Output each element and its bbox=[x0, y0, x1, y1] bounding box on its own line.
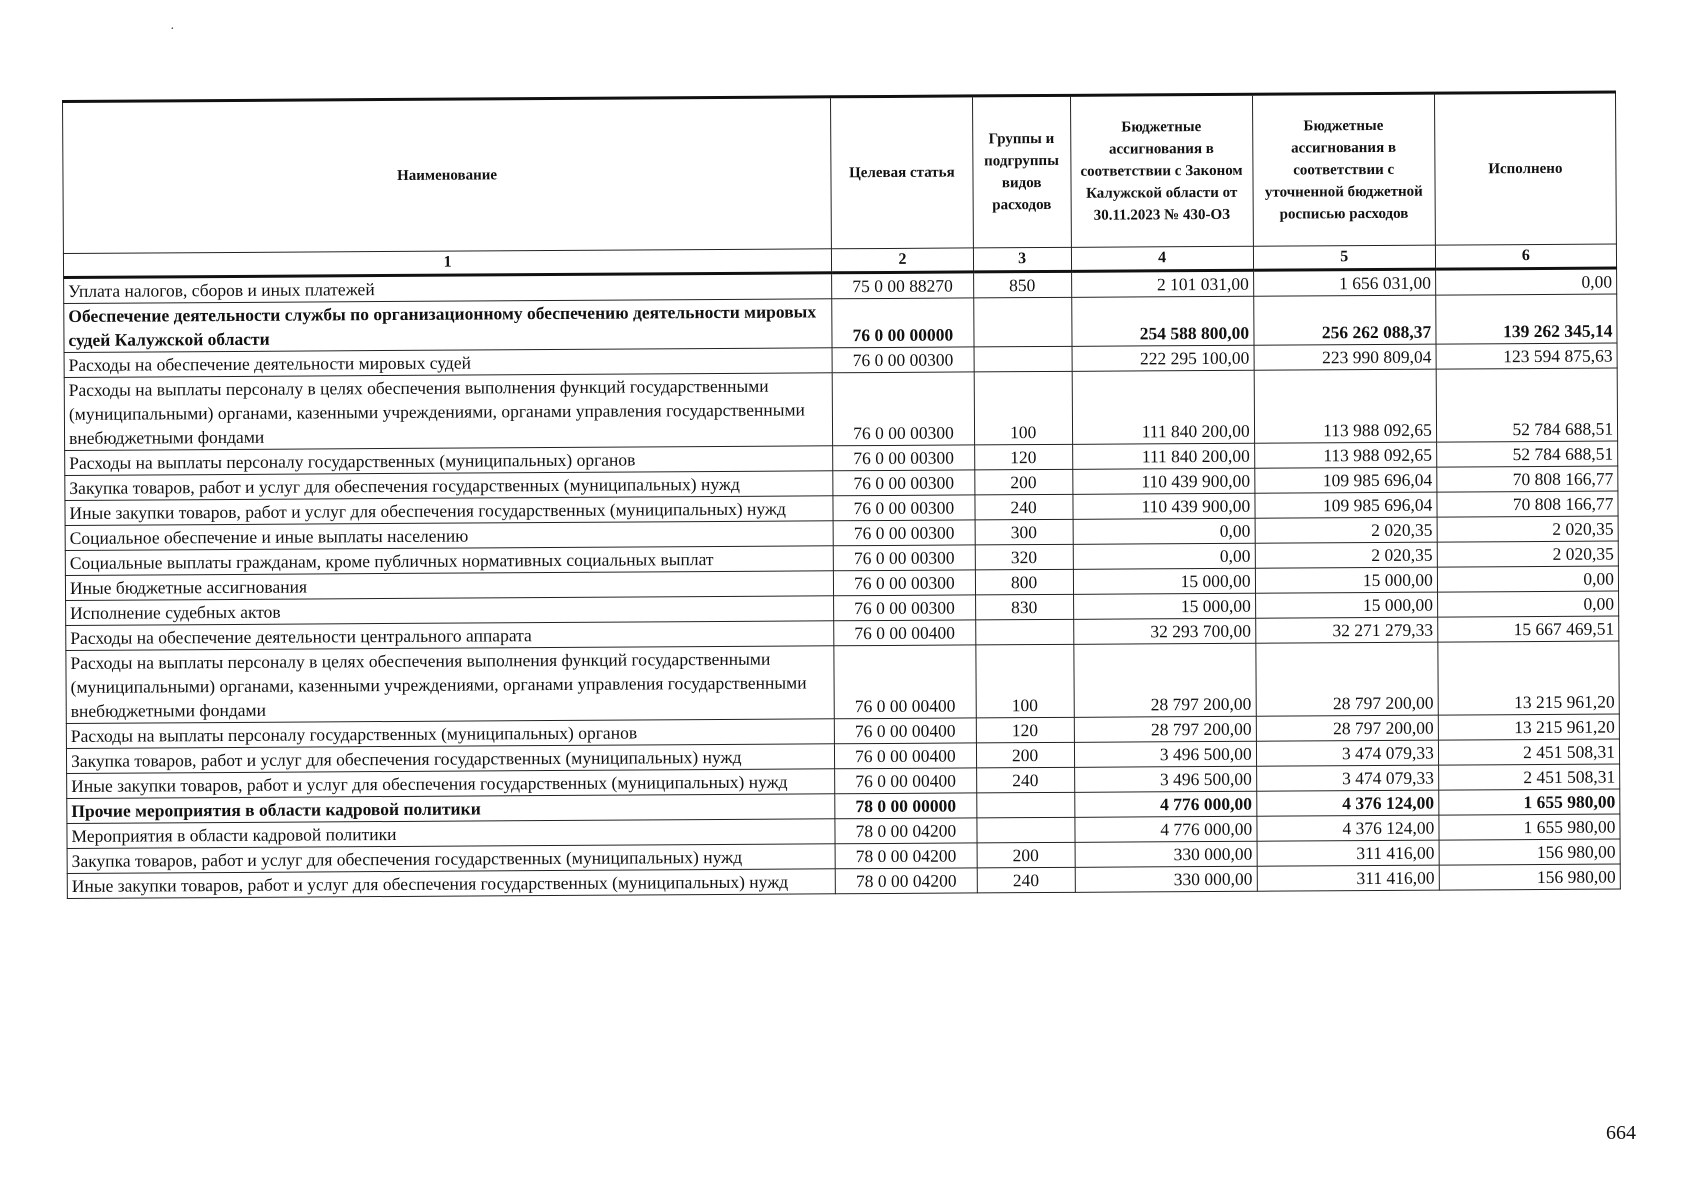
header-target-article: Целевая статья bbox=[831, 96, 973, 249]
row-refined-amount-cell: 223 990 809,04 bbox=[1254, 344, 1436, 370]
row-law-amount-cell: 15 000,00 bbox=[1073, 593, 1255, 619]
row-executed-amount-cell: 156 980,00 bbox=[1439, 839, 1620, 865]
row-law-amount-cell: 4 776 000,00 bbox=[1074, 816, 1256, 842]
row-target-article-cell: 76 0 00 00300 bbox=[833, 445, 975, 471]
row-law-amount-cell: 3 496 500,00 bbox=[1074, 766, 1256, 792]
row-expense-group-cell bbox=[977, 817, 1075, 843]
row-law-amount-cell: 330 000,00 bbox=[1075, 841, 1257, 867]
row-executed-amount-cell: 13 215 961,20 bbox=[1438, 641, 1620, 715]
row-refined-amount-cell: 113 988 092,65 bbox=[1254, 369, 1437, 443]
row-executed-amount-cell: 156 980,00 bbox=[1439, 864, 1620, 890]
row-executed-amount-cell: 0,00 bbox=[1435, 268, 1616, 295]
row-target-article-cell: 78 0 00 04200 bbox=[835, 843, 977, 869]
row-expense-group-cell bbox=[973, 297, 1071, 347]
row-law-amount-cell: 110 439 900,00 bbox=[1072, 493, 1254, 519]
row-executed-amount-cell: 139 262 345,14 bbox=[1436, 294, 1617, 344]
row-target-article-cell: 78 0 00 04200 bbox=[835, 868, 977, 894]
row-name-cell: Иные закупки товаров, работ и услуг для обеспечения государственных (муниципальных) нужд bbox=[65, 496, 833, 526]
row-target-article-cell: 76 0 00 00300 bbox=[832, 347, 974, 373]
row-law-amount-cell: 28 797 200,00 bbox=[1073, 643, 1256, 717]
row-law-amount-cell: 2 101 031,00 bbox=[1071, 270, 1253, 297]
row-law-amount-cell: 0,00 bbox=[1073, 543, 1255, 569]
row-target-article-cell: 76 0 00 00400 bbox=[835, 743, 977, 769]
row-executed-amount-cell: 13 215 961,20 bbox=[1438, 714, 1619, 740]
row-executed-amount-cell: 0,00 bbox=[1437, 591, 1618, 617]
column-number: 1 bbox=[63, 249, 831, 278]
row-refined-amount-cell: 3 474 079,33 bbox=[1256, 765, 1438, 791]
row-name-cell: Социальное обеспечение и иные выплаты населению bbox=[65, 521, 833, 551]
row-executed-amount-cell: 123 594 875,63 bbox=[1436, 343, 1617, 369]
row-executed-amount-cell: 70 808 166,77 bbox=[1437, 491, 1618, 517]
row-target-article-cell: 76 0 00 00300 bbox=[834, 570, 976, 596]
row-target-article-cell: 76 0 00 00400 bbox=[835, 768, 977, 794]
column-number: 6 bbox=[1435, 244, 1616, 269]
row-refined-amount-cell: 256 262 088,37 bbox=[1253, 295, 1435, 345]
row-target-article-cell: 76 0 00 00300 bbox=[833, 545, 975, 571]
row-law-amount-cell: 3 496 500,00 bbox=[1074, 741, 1256, 767]
row-target-article-cell: 75 0 00 88270 bbox=[832, 272, 974, 299]
row-law-amount-cell: 254 588 800,00 bbox=[1071, 296, 1253, 346]
row-name-cell: Мероприятия в области кадровой политики bbox=[67, 819, 835, 849]
row-executed-amount-cell: 1 655 980,00 bbox=[1439, 814, 1620, 840]
row-refined-amount-cell: 2 020,35 bbox=[1255, 517, 1437, 543]
row-target-article-cell: 76 0 00 00300 bbox=[834, 595, 976, 621]
row-law-amount-cell: 4 776 000,00 bbox=[1074, 791, 1256, 817]
row-name-cell: Обеспечение деятельности службы по организационному обеспечению деятельности мировых судей Калужской области bbox=[64, 299, 832, 353]
row-law-amount-cell: 111 840 200,00 bbox=[1072, 370, 1255, 444]
row-executed-amount-cell: 70 808 166,77 bbox=[1437, 466, 1618, 492]
row-name-cell: Закупка товаров, работ и услуг для обеспечения государственных (муниципальных) нужд bbox=[67, 844, 835, 874]
row-name-cell: Расходы на обеспечение деятельности мировых судей bbox=[64, 348, 832, 378]
row-expense-group-cell: 300 bbox=[975, 519, 1073, 545]
row-law-amount-cell: 28 797 200,00 bbox=[1074, 716, 1256, 742]
header-expense-groups: Группы и подгруппы видов расходов bbox=[972, 95, 1071, 248]
row-name-cell: Закупка товаров, работ и услуг для обеспечения государственных (муниципальных) нужд bbox=[65, 471, 833, 501]
column-number: 2 bbox=[832, 248, 974, 273]
row-name-cell: Расходы на обеспечение деятельности центрального аппарата bbox=[66, 621, 834, 651]
column-number: 4 bbox=[1071, 246, 1253, 271]
page-number: 664 bbox=[1606, 1122, 1636, 1144]
row-executed-amount-cell: 2 451 508,31 bbox=[1438, 739, 1619, 765]
row-expense-group-cell: 200 bbox=[976, 742, 1074, 768]
row-executed-amount-cell: 2 020,35 bbox=[1437, 516, 1618, 542]
row-executed-amount-cell: 1 655 980,00 bbox=[1439, 789, 1620, 815]
row-name-cell: Расходы на выплаты персоналу государственных (муниципальных) органов bbox=[66, 719, 834, 749]
row-expense-group-cell: 120 bbox=[974, 444, 1072, 470]
row-refined-amount-cell: 32 271 279,33 bbox=[1255, 617, 1437, 643]
row-name-cell: Прочие мероприятия в области кадровой политики bbox=[67, 794, 835, 824]
table-row bbox=[66, 641, 1619, 723]
row-target-article-cell: 76 0 00 00400 bbox=[834, 620, 976, 646]
header-refined-allocations: Бюджетные ассигнования в соответствии с уточненной бюджетной росписью расходов bbox=[1252, 93, 1435, 246]
row-refined-amount-cell: 4 376 124,00 bbox=[1257, 815, 1439, 841]
row-refined-amount-cell: 311 416,00 bbox=[1257, 840, 1439, 866]
row-name-cell: Уплата налогов, сборов и иных платежей bbox=[64, 273, 832, 304]
row-target-article-cell: 76 0 00 00400 bbox=[834, 718, 976, 744]
row-target-article-cell: 76 0 00 00300 bbox=[833, 495, 975, 521]
row-refined-amount-cell: 1 656 031,00 bbox=[1253, 269, 1435, 296]
scan-mark: · bbox=[170, 22, 175, 37]
column-number: 3 bbox=[973, 247, 1071, 272]
row-name-cell: Иные закупки товаров, работ и услуг для обеспечения государственных (муниципальных) нужд bbox=[67, 769, 835, 799]
row-name-cell: Расходы на выплаты персоналу в целях обеспечения выполнения функций государственными (муниципальными) органами, казенными учреждениями, органами управления государственными внебюджетными фондами bbox=[64, 373, 833, 451]
row-law-amount-cell: 0,00 bbox=[1073, 518, 1255, 544]
row-refined-amount-cell: 2 020,35 bbox=[1255, 542, 1437, 568]
row-name-cell: Исполнение судебных актов bbox=[66, 596, 834, 626]
row-target-article-cell: 76 0 00 00400 bbox=[834, 645, 976, 719]
row-expense-group-cell bbox=[975, 619, 1073, 645]
row-target-article-cell: 76 0 00 00300 bbox=[833, 520, 975, 546]
row-expense-group-cell: 320 bbox=[975, 544, 1073, 570]
row-law-amount-cell: 111 840 200,00 bbox=[1072, 443, 1254, 469]
header-law-allocations: Бюджетные ассигнования в соответствии с Законом Калужской области от 30.11.2023 № 430-ОЗ bbox=[1070, 94, 1253, 247]
row-expense-group-cell: 240 bbox=[976, 767, 1074, 793]
column-number: 5 bbox=[1253, 245, 1435, 270]
row-expense-group-cell bbox=[976, 792, 1074, 818]
row-refined-amount-cell: 15 000,00 bbox=[1255, 567, 1437, 593]
row-refined-amount-cell: 28 797 200,00 bbox=[1256, 642, 1439, 716]
row-refined-amount-cell: 109 985 696,04 bbox=[1254, 467, 1436, 493]
row-expense-group-cell: 100 bbox=[974, 371, 1072, 445]
row-target-article-cell: 78 0 00 04200 bbox=[835, 818, 977, 844]
budget-table bbox=[62, 91, 1621, 899]
table-row bbox=[64, 368, 1617, 450]
row-law-amount-cell: 15 000,00 bbox=[1073, 568, 1255, 594]
row-target-article-cell: 78 0 00 00000 bbox=[835, 793, 977, 819]
row-refined-amount-cell: 4 376 124,00 bbox=[1256, 790, 1438, 816]
row-expense-group-cell: 240 bbox=[977, 867, 1075, 893]
row-target-article-cell: 76 0 00 00300 bbox=[833, 470, 975, 496]
row-expense-group-cell: 240 bbox=[975, 494, 1073, 520]
row-law-amount-cell: 110 439 900,00 bbox=[1072, 468, 1254, 494]
row-target-article-cell: 76 0 00 00000 bbox=[832, 298, 974, 348]
row-refined-amount-cell: 28 797 200,00 bbox=[1256, 715, 1438, 741]
row-name-cell: Расходы на выплаты персоналу в целях обеспечения выполнения функций государственными (муниципальными) органами, казенными учреждениями, органами управления государственными внебюджетными фондами bbox=[66, 646, 835, 724]
row-law-amount-cell: 222 295 100,00 bbox=[1072, 345, 1254, 371]
row-name-cell: Иные бюджетные ассигнования bbox=[65, 571, 833, 601]
row-executed-amount-cell: 52 784 688,51 bbox=[1436, 441, 1617, 467]
row-executed-amount-cell: 52 784 688,51 bbox=[1436, 368, 1618, 442]
row-expense-group-cell: 120 bbox=[976, 717, 1074, 743]
row-expense-group-cell: 850 bbox=[973, 271, 1071, 298]
row-refined-amount-cell: 311 416,00 bbox=[1257, 865, 1439, 891]
row-refined-amount-cell: 3 474 079,33 bbox=[1256, 740, 1438, 766]
header-name: Наименование bbox=[63, 97, 832, 254]
row-expense-group-cell bbox=[974, 346, 1072, 372]
row-target-article-cell: 76 0 00 00300 bbox=[832, 372, 974, 446]
row-name-cell: Расходы на выплаты персоналу государственных (муниципальных) органов bbox=[65, 446, 833, 476]
row-executed-amount-cell: 0,00 bbox=[1437, 566, 1618, 592]
row-expense-group-cell: 200 bbox=[977, 842, 1075, 868]
row-executed-amount-cell: 2 020,35 bbox=[1437, 541, 1618, 567]
table-body bbox=[64, 268, 1621, 898]
row-expense-group-cell: 100 bbox=[976, 644, 1074, 718]
row-refined-amount-cell: 113 988 092,65 bbox=[1254, 442, 1436, 468]
table-row bbox=[64, 294, 1617, 352]
header-executed: Исполнено bbox=[1434, 92, 1616, 245]
row-expense-group-cell: 800 bbox=[975, 569, 1073, 595]
row-expense-group-cell: 830 bbox=[975, 594, 1073, 620]
row-executed-amount-cell: 2 451 508,31 bbox=[1438, 764, 1619, 790]
row-name-cell: Закупка товаров, работ и услуг для обеспечения государственных (муниципальных) нужд bbox=[66, 744, 834, 774]
row-refined-amount-cell: 15 000,00 bbox=[1255, 592, 1437, 618]
table-header-row bbox=[63, 92, 1617, 253]
row-expense-group-cell: 200 bbox=[974, 469, 1072, 495]
row-executed-amount-cell: 15 667 469,51 bbox=[1438, 616, 1619, 642]
row-name-cell: Иные закупки товаров, работ и услуг для обеспечения государственных (муниципальных) нужд bbox=[67, 869, 835, 899]
row-law-amount-cell: 330 000,00 bbox=[1075, 866, 1257, 892]
row-law-amount-cell: 32 293 700,00 bbox=[1073, 618, 1255, 644]
row-name-cell: Социальные выплаты гражданам, кроме публичных нормативных социальных выплат bbox=[65, 546, 833, 576]
row-refined-amount-cell: 109 985 696,04 bbox=[1255, 492, 1437, 518]
